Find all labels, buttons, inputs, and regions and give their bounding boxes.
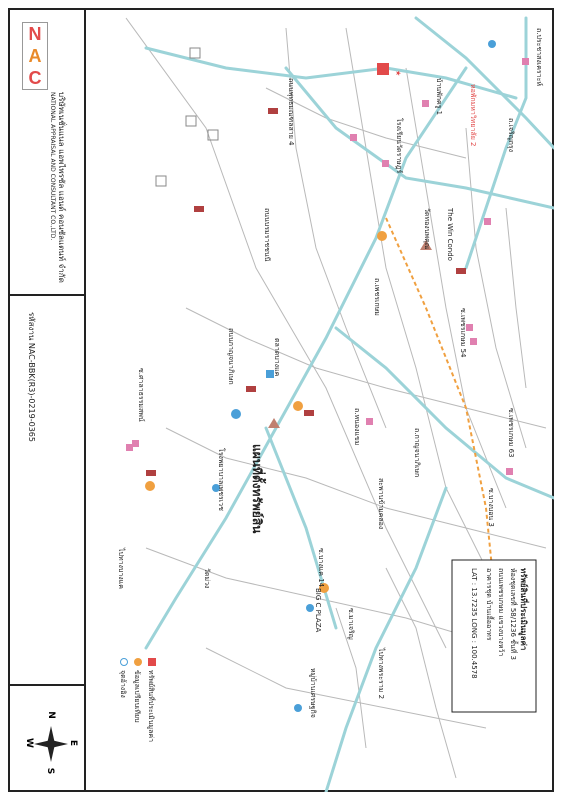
report-number-block: [8, 296, 84, 686]
label-road: ถ.ประชาสงเคราะห์: [535, 28, 543, 86]
legend-label: จุดอ้างอิง: [119, 670, 127, 698]
compass-n-label: N: [45, 711, 56, 719]
label-road: ซ.มาเจริญ: [347, 608, 355, 640]
red-square-icon: [148, 658, 156, 666]
label-road: ซ.เพชรเกษม 63: [507, 408, 515, 458]
logo-letter-n: N: [28, 24, 42, 44]
label-road: ถนนกาญจนาภิเษก: [227, 328, 235, 385]
company-name-en: NATIONAL APPRAISAL AND CONSULTANT CO.,LTD.: [49, 92, 56, 241]
info-title: ทรัพย์สินที่ประเมินมูลค่า: [519, 568, 528, 651]
info-line-1: ห้องชุดเลขที่ 58/1236 ชั้นที่ 3: [509, 568, 517, 660]
label-road: ถนนบรมราชชนนี: [263, 208, 271, 262]
building-icon: [146, 470, 156, 476]
label-place: วัดม่วง: [203, 568, 211, 589]
drop-icon: [120, 658, 128, 666]
label-place: The Win Condo: [446, 208, 454, 261]
place-icon: [132, 440, 139, 447]
place-icon: [522, 58, 529, 65]
place-icon: [422, 100, 429, 107]
label-direction: ไปทางบางแค: [117, 548, 125, 589]
place-icon: [350, 134, 357, 141]
info-line-3: อาคารชุด บ้านเอื้ออาทร: [485, 568, 493, 641]
outline-building-icon: [186, 116, 196, 126]
company-name-thai: บริษัทเนชั่นแนล แอพไพรซัล แอนด์ คอนซัลแตนท์ จำกัด: [57, 92, 66, 283]
place-icon: [126, 444, 133, 451]
map-title: แผนที่ตั้งทรัพย์สิน: [250, 444, 264, 534]
label-place: BIG C PLAZA: [314, 588, 322, 633]
company-block: [8, 8, 84, 296]
building-icon: [304, 410, 314, 416]
place-icon: [484, 218, 491, 225]
outline-building-icon: [190, 48, 200, 58]
compass: [20, 700, 82, 790]
building-icon: [194, 206, 204, 212]
legend-label: ข้อมูลเปรียบเทียบ: [133, 670, 141, 723]
building-icon: [268, 108, 278, 114]
svg-text:★: ★: [394, 70, 402, 77]
label-road: ถ.กาญจนาภิเษก: [413, 428, 421, 478]
label-road: ถ.หนองแขม: [353, 408, 361, 446]
label-road: ถ.เจริญกรุง: [507, 118, 515, 153]
label-place: โรงเรียนวัดราษฎร์: [395, 118, 403, 174]
comparable-marker: [293, 401, 303, 411]
label-place: ตลาดบางแค: [273, 338, 281, 377]
label-place: หอพักมหาวิทยาลัย 2: [469, 84, 477, 147]
comparable-marker: [377, 231, 387, 241]
drop-icon: [294, 704, 302, 712]
title-block: [8, 8, 86, 792]
label-road: ซ.บางบอน 3: [487, 488, 495, 527]
label-road: ซ.เพชรเกษม 54: [459, 308, 467, 358]
label-road: ถนนพุทธมณฑลสาย 4: [287, 78, 295, 146]
compass-e-label: E: [68, 739, 79, 747]
place-icon: [366, 418, 373, 425]
company-logo: [22, 22, 48, 90]
outline-buildings: [156, 48, 218, 186]
drop-icon: [231, 409, 241, 419]
drop-icon: [488, 40, 496, 48]
location-map: [86, 8, 554, 792]
building-icon: [246, 386, 256, 392]
label-road: ซ.บางแค 14: [317, 548, 325, 588]
drop-icon: [306, 604, 314, 612]
label-place: หมู่บ้านเศรษฐกิจ: [309, 668, 317, 718]
label-road: ถ.เพชรเกษม: [373, 278, 381, 316]
label-place: โรงพยาบาลเพชรเวช: [217, 448, 225, 511]
comparable-marker: [145, 481, 155, 491]
info-coords: LAT : 13.7235 LONG : 100.4578: [470, 568, 478, 679]
compass-s-label: S: [45, 767, 56, 775]
place-icon: [470, 338, 477, 345]
report-number: รหัสงาน NAC-BBK(R3)-0219-0365: [27, 312, 36, 442]
place-icon: [382, 160, 389, 167]
label-direction: ไปทางพระราม 2: [377, 648, 385, 700]
compass-w-label: W: [23, 738, 34, 748]
logo-letter-a: A: [28, 46, 42, 66]
building-icon: [456, 268, 466, 274]
label-place: บ้านพักครู 1: [435, 78, 443, 116]
outline-building-icon: [156, 176, 166, 186]
label-place: วัดทองนพคุณ: [423, 208, 431, 250]
place-icon: [506, 468, 513, 475]
logo-letter-c: C: [28, 68, 42, 88]
orange-circle-icon: [134, 658, 142, 666]
label-place: สะพานข้ามคลอง: [377, 478, 385, 530]
label-road: ซ.ศาลาธรรมสพน์: [137, 368, 145, 422]
subject-property-marker: [377, 63, 389, 75]
legend-label: ทรัพย์สินที่ประเมินมูลค่า: [147, 670, 155, 743]
info-line-2: ถนนเพชรเกษม แขวงบางหว้า: [497, 568, 505, 657]
legend: [90, 658, 160, 758]
